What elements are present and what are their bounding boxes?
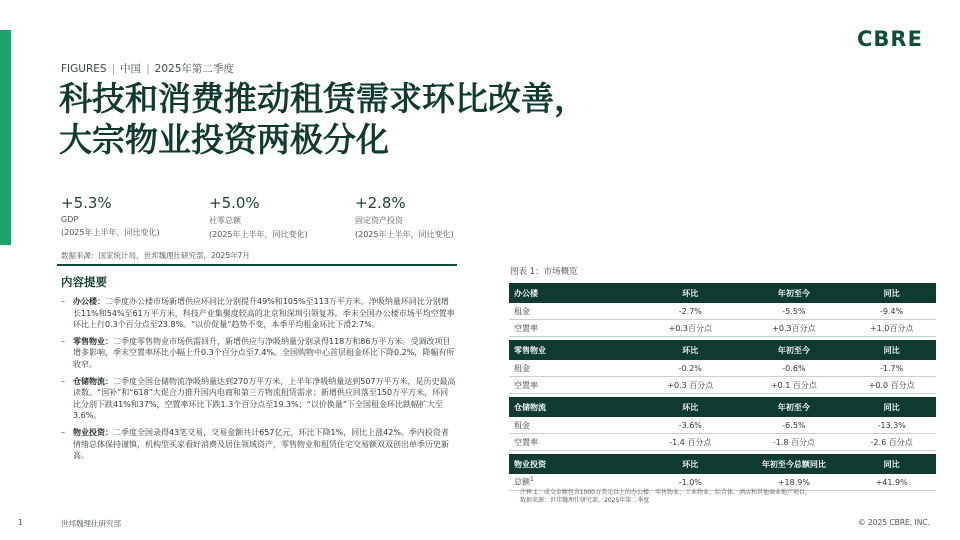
- page-title: [59, 78, 587, 160]
- title-line-2: 大宗物业投资两极分化: [59, 120, 389, 159]
- stat-label: 固定资产投资: [355, 216, 403, 225]
- stat-gdp: [61, 194, 201, 238]
- header-cell: 年初至今: [741, 397, 848, 417]
- stats-source: 数据来源：国家统计局，世邦魏理仕研究部，2025年7月: [61, 251, 250, 260]
- table-cell: -1.8 百分点: [741, 434, 848, 451]
- summary-item-retail: – 零售物业：二季度零售物业市场供需回升，新增供应与净吸纳量分别录得118万和86万平方米。受调改项目增多影响，季末空置率环比小幅上升0.3个百分点至7.4%。全国购物中心首层租金环比下降0.2%，降幅有所收窄。: [61, 336, 455, 369]
- stat-retail-sales: [209, 194, 349, 240]
- eyebrow-period: 2025年第二季度: [154, 63, 234, 75]
- accent-bar: [0, 30, 11, 245]
- market-overview-table: [509, 283, 936, 491]
- header-cell: 物业投资: [509, 454, 640, 474]
- table-cell: -3.6%: [640, 417, 741, 434]
- footer-left: 世邦魏理仕研究部: [61, 519, 121, 528]
- table-header-row: [509, 397, 936, 417]
- header-cell: 办公楼: [509, 283, 640, 303]
- header-cell: 同比: [847, 283, 936, 303]
- stat-label: GDP: [61, 215, 79, 224]
- table-cell-text: 总额: [514, 477, 530, 487]
- table-header-row: [509, 283, 936, 303]
- header-cell: 零售物业: [509, 340, 640, 360]
- table-cell: -1.4 百分点: [640, 434, 741, 451]
- table-header-row: [509, 340, 936, 360]
- summary-item-text: 二季度全国仓储物流净吸纳量达到270万平方米，上半年净吸纳量达到507万平方米，是历史最高读数。“国补”和“618”大促合力推升国内电商和第三方物流租赁需求；新增供应回落至150万平方米，环同比分别下跌41%和37%，空置率环比下跌1.3个百分点至19.3%；“以价换量”下全国租金环比跌幅扩大至3.6%。: [73, 376, 456, 421]
- eyebrow: [61, 61, 234, 76]
- table-cell: -2.6 百分点: [847, 434, 936, 451]
- header-cell: 环比: [640, 397, 741, 417]
- table-cell: -6.5%: [741, 417, 848, 434]
- summary-item-investment: – 物业投资：二季度全国录得43笔交易，交易金额共计657亿元，环比下降1%，同比上涨42%。季内投资者情绪总体保持谨慎，机构型买家看好消费及居住领域资产，零售物业和租赁住宅交易额双双创出单季历史新高。: [61, 427, 449, 461]
- summary-item-text: 二季度办公楼市场新增供应环同比分别提升49%和105%至113万平方米。净吸纳量环同比分别增长11%和54%至61万平方米，科技产业集聚度较高的北京和深圳引领复苏。季末全国办公楼市场平均空置率环比上行0.3个百分点至23.8%。“以价促量”趋势不变，本季平均租金环比下滑2.7%。: [73, 297, 455, 330]
- header-cell: 年初至今: [741, 283, 848, 303]
- summary-item-text: 二季度全国录得43笔交易，交易金额共计657亿元，环比下降1%，同比上涨42%。季内投资者情绪总体保持谨慎，机构型买家看好消费及居住领域资产，零售物业和租赁住宅交易额双双创出单季历史新高。: [73, 427, 449, 461]
- table-cell: +0.3百分点: [640, 320, 741, 337]
- stat-fixed-investment: [355, 194, 495, 240]
- table-row: [509, 360, 936, 377]
- header-cell: 年初至今: [741, 340, 848, 360]
- eyebrow-separator: |: [146, 63, 150, 75]
- table-cell: -9.4%: [847, 303, 936, 320]
- divider: [57, 264, 457, 266]
- table-cell: +18.9%: [741, 474, 848, 491]
- stat-label: 社零总额: [209, 216, 241, 225]
- table-cell: 空置率: [509, 377, 640, 394]
- summary-item-label: 物业投资：: [73, 427, 113, 437]
- table-cell: -1.0%: [640, 474, 741, 491]
- stat-sub: (2025年上半年，同比变化): [209, 230, 308, 239]
- title-line-1: 科技和消费推动租赁需求环比改善，: [59, 79, 587, 118]
- table-cell: +0.1 百分点: [741, 377, 848, 394]
- table-caption: 图表 1：市场概览: [510, 267, 578, 277]
- table-source: 数据来源：世邦魏理仕研究部，2025年第二季度: [520, 497, 650, 504]
- header-cell: 仓储物流: [509, 397, 640, 417]
- table-cell: -0.2%: [640, 360, 741, 377]
- eyebrow-separator: |: [111, 63, 116, 75]
- table-cell: -1.7%: [847, 360, 936, 377]
- page-number: 1: [18, 518, 23, 527]
- header-cell: 年初至今总额同比: [741, 454, 848, 474]
- table-cell: -5.5%: [741, 303, 848, 320]
- eyebrow-region: 中国: [120, 63, 142, 75]
- table-cell: 租金: [509, 303, 640, 320]
- summary-item-label: 办公楼：: [73, 297, 105, 306]
- eyebrow-figures: FIGURES: [61, 63, 107, 75]
- footnote-mark: 1: [530, 476, 534, 484]
- table-row: [509, 377, 936, 394]
- header-cell: 同比: [847, 340, 936, 360]
- table-cell: 租金: [509, 417, 640, 434]
- header-cell: 同比: [847, 397, 936, 417]
- table-cell: +0.3百分点: [741, 320, 848, 337]
- table-row: [509, 303, 936, 320]
- summary-list: [61, 296, 456, 467]
- table-cell: 空置率: [509, 434, 640, 451]
- stat-value: +2.8%: [355, 194, 406, 212]
- header-cell: 同比: [847, 454, 936, 474]
- header-cell: 环比: [640, 340, 741, 360]
- table-cell: -13.3%: [847, 417, 936, 434]
- summary-item-text: 二季度零售物业市场供需回升，新增供应与净吸纳量分别录得118万和86万平方米。受调改项目增多影响，季末空置率环比小幅上升0.3个百分点至7.4%。全国购物中心首层租金环比下降0.2%，降幅有所收窄。: [73, 336, 455, 369]
- stat-value: +5.3%: [61, 194, 112, 212]
- summary-item-logistics: – 仓储物流：二季度全国仓储物流净吸纳量达到270万平方米，上半年净吸纳量达到507万平方米，是历史最高读数。“国补”和“618”大促合力推升国内电商和第三方物流租赁需求；新增供应回落至150万平方米，环同比分别下跌41%和37%，空置率环比下跌1.3个百分点至19.3%；“以价换量”下全国租金环比跌幅扩大至3.6%。: [61, 376, 456, 421]
- summary-item-label: 零售物业：: [73, 336, 113, 346]
- summary-heading: 内容提要: [61, 275, 107, 289]
- stat-value: +5.0%: [209, 194, 260, 212]
- header-cell: 环比: [640, 454, 741, 474]
- header-cell: 环比: [640, 283, 741, 303]
- table-cell: -2.7%: [640, 303, 741, 320]
- stat-sub: (2025年上半年，同比变化): [355, 230, 454, 239]
- table-row: [509, 417, 936, 434]
- table-cell: +0.0 百分点: [847, 377, 936, 394]
- table-header-row: [509, 454, 936, 474]
- footer-copyright: © 2025 CBRE, INC.: [858, 518, 930, 527]
- stat-sub: (2025年上半年，同比变化): [61, 228, 160, 237]
- cbre-logo: CBRE: [857, 27, 923, 51]
- table-cell: +1.0百分点: [847, 320, 936, 337]
- table-cell: +41.9%: [847, 474, 936, 491]
- table-row: [509, 320, 936, 337]
- table-cell: +0.3 百分点: [640, 377, 741, 394]
- table-cell: 租金: [509, 360, 640, 377]
- table-note: 注释 1：成交金额包含1000万美元以上的办公楼、零售物业、工业物业、综合体、酒店和其他商业地产项目。: [520, 489, 811, 496]
- summary-item-label: 仓储物流：: [73, 376, 113, 386]
- table-cell: -0.6%: [741, 360, 848, 377]
- table-cell: 空置率: [509, 320, 640, 337]
- table-row: [509, 434, 936, 451]
- summary-item-office: – 办公楼：二季度办公楼市场新增供应环同比分别提升49%和105%至113万平方米。净吸纳量环同比分别增长11%和54%至61万平方米，科技产业集聚度较高的北京和深圳引领复苏。季末全国办公楼市场平均空置率环比上行0.3个百分点至23.8%。“以价促量”趋势不变，本季平均租金环比下滑2.7%。: [61, 297, 455, 330]
